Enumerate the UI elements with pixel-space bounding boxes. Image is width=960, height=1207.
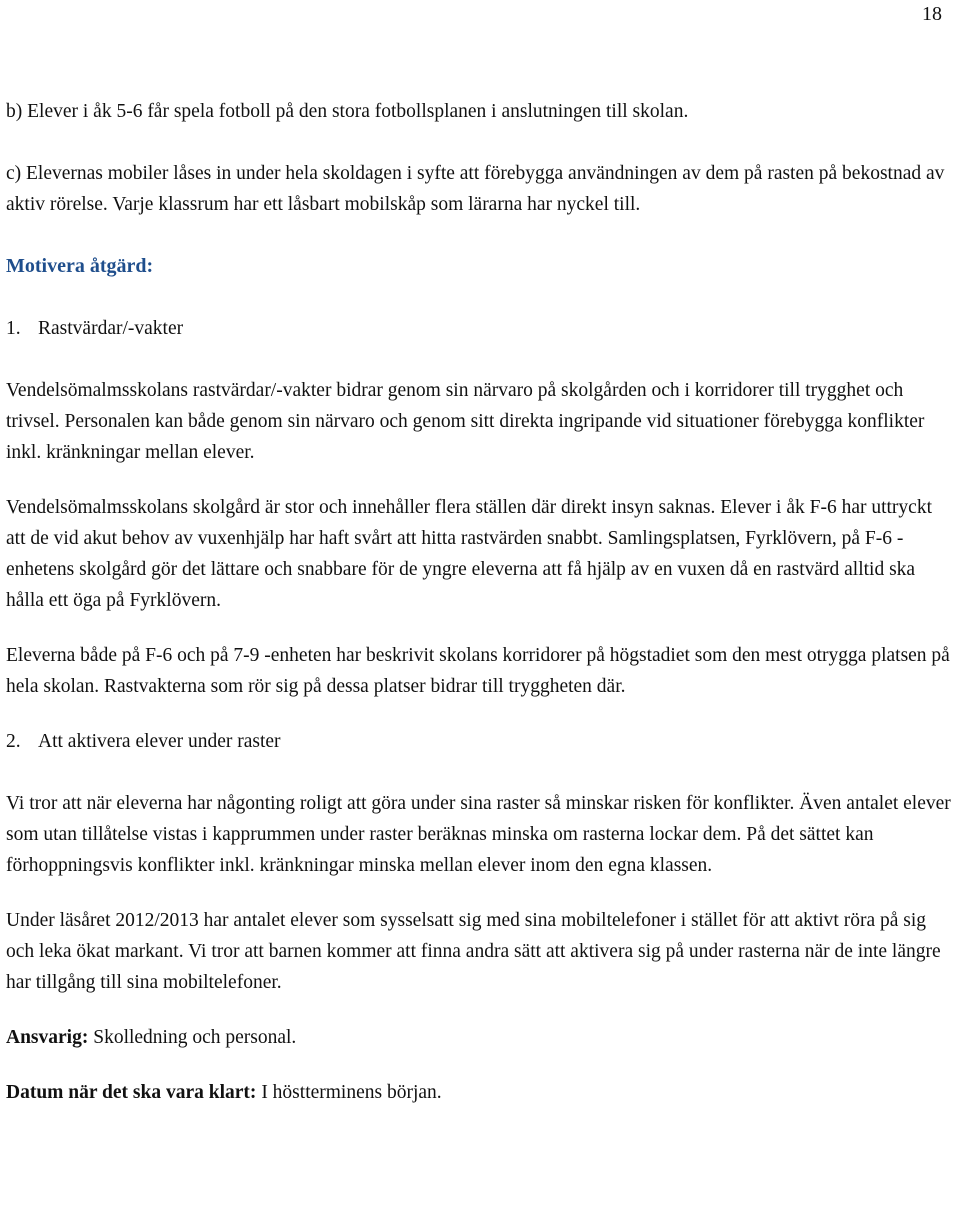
item-b: b) Elever i åk 5-6 får spela fotboll på den stora fotbollsplanen i anslutningen till skolan. [6,101,689,122]
section-1-paragraph: Eleverna både på F-6 och på 7-9 -enheten har beskrivit skolans korridorer på högstadiet som den mest otrygga platsen på hela skolan. Rastvakterna som rör sig på dessa platser bidrar till tryggheten där. [6,645,950,697]
section-2-title: Att aktivera elever under raster [38,731,281,752]
ansvarig-value: Skolledning och personal. [88,1027,297,1048]
ansvarig-line [6,1022,954,1053]
section-1-title: Rastvärdar/-vakter [38,318,184,339]
datum-line [6,1077,954,1108]
datum-label: Datum när det ska vara klart: [6,1082,257,1103]
section-2-paragraph: Under läsåret 2012/2013 har antalet elever som sysselsatt sig med sina mobiltelefoner i stället för att aktivt röra på sig och leka ökat markant. Vi tror att barnen kommer att finna andra sätt att aktivera sig på under rasterna när de inte längre har tillgång till sina mobiltelefoner. [6,910,941,993]
section-1-paragraph: Vendelsömalmsskolans skolgård är stor och innehåller flera ställen där direkt insyn saknas. Elever i åk F-6 har uttryckt att de vid akut behov av vuxenhjälp har haft svårt att hitta rastvärden snabbt. Samlingsplatsen, Fyrklövern, på F-6 -enhetens skolgård gör det lättare och snabbare för de yngre eleverna att få hjälp av en vuxen då en rastvärd alltid ska hålla ett öga på Fyrklövern. [6,497,932,611]
section-2-number: 2. [6,731,21,752]
section-2-paragraph: Vi tror att när eleverna har någonting roligt att göra under sina raster så minskar risken för konflikter. Även antalet elever som utan tillåtelse vistas i kapprummen under raster beräknas minska om rasterna lockar dem. På det sättet kan förhoppningsvis konflikter inkl. kränkningar minska mellan elever inom den egna klassen. [6,793,951,876]
document-body [6,96,954,1108]
motivera-heading: Motivera åtgärd: [6,255,154,277]
section-2-heading [6,726,954,757]
item-c: c) Elevernas mobiler låses in under hela skoldagen i syfte att förebygga användningen av dem på rasten på bekostnad av aktiv rörelse. Varje klassrum har ett låsbart mobilskåp som lärarna har nyckel till. [6,163,945,215]
section-1-heading [6,313,954,344]
section-1-paragraph: Vendelsömalmsskolans rastvärdar/-vakter bidrar genom sin närvaro på skolgården och i korridorer till trygghet och trivsel. Personalen kan både genom sin närvaro och genom sitt direkta ingripande vid situationer förebygga konflikter inkl. kränkningar mellan elever. [6,380,925,463]
datum-value: I höstterminens början. [256,1082,442,1103]
ansvarig-label: Ansvarig: [6,1027,89,1048]
page-number: 18 [922,3,942,25]
section-1-number: 1. [6,318,21,339]
